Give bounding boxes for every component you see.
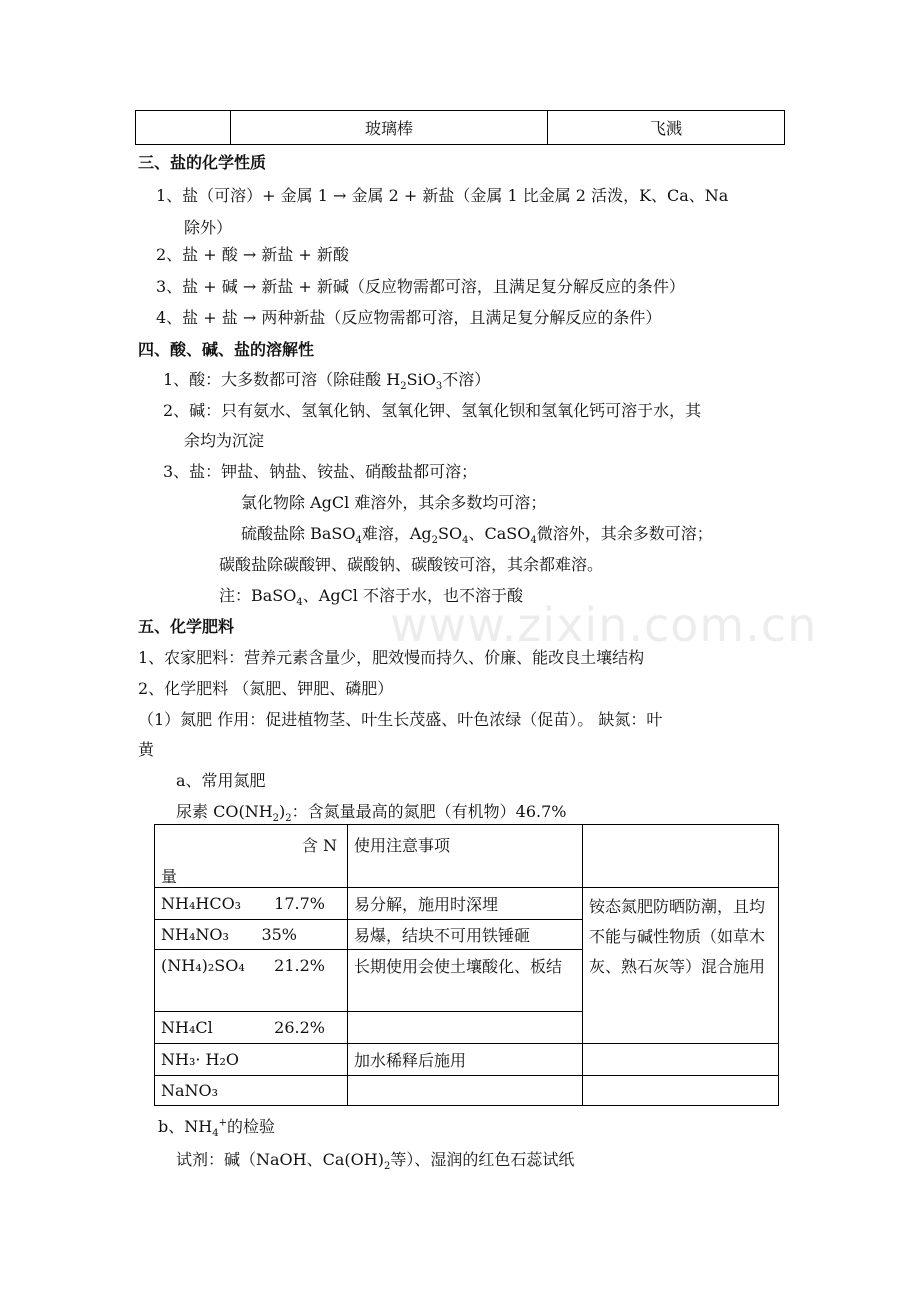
top-table <box>135 110 785 145</box>
ammonium-test-reagent: 试剂：碱（NaOH、$Ca(OH)_2$等）、湿润的红色石蕊试纸 <box>176 1150 575 1173</box>
s3-item-4: 4、盐 + 盐 → 两种新盐（反应物需都可溶，且满足复分解反应的条件） <box>156 308 662 327</box>
s4-salt: 3、盐：钾盐、钠盐、铵盐、硝酸盐都可溶； <box>163 462 478 481</box>
row-nh4cl: NH₄Cl 26.2% <box>155 1012 348 1044</box>
s3-item-3: 3、盐 + 碱 → 新盐 + 新碱（反应物需都可溶，且满足复分解反应的条件） <box>156 277 685 296</box>
row-nh4-2so4: (NH₄)₂SO₄ 21.2% <box>155 950 348 1012</box>
fertilizer-table <box>154 824 779 1106</box>
header-n-content: 含 N 量 <box>155 825 348 888</box>
section-4-heading: 四、酸、碱、盐的溶解性 <box>138 340 315 359</box>
note-nh4-2so4: 长期使用会使土壤酸化、板结 <box>348 950 583 1012</box>
s4-note: 注：BaSO$_4$、AgCl 不溶于水，也不溶于酸 <box>219 586 524 609</box>
s3-item-1-cont: 除外） <box>184 218 233 237</box>
s3-item-2: 2、盐 + 酸 → 新盐 + 新酸 <box>156 245 349 264</box>
note-nano3 <box>348 1076 583 1106</box>
row-nh3-h2o: NH₃· H₂O <box>155 1044 348 1076</box>
s4-sulfate: 硫酸盐除 BaSO$_4$难溶，$Ag_2SO_4$、CaSO$_4$微溶外，其余多数可溶； <box>241 524 713 547</box>
s5-chem-fertilizer: 2、化学肥料 （氮肥、钾肥、磷肥） <box>138 679 394 698</box>
s4-carbonate: 碳酸盐除碳酸钾、碳酸钠、碳酸铵可溶，其余都难溶。 <box>219 555 604 574</box>
header-usage-notes: 使用注意事项 <box>348 825 583 888</box>
note-nh3-h2o: 加水稀释后施用 <box>348 1044 583 1076</box>
note-nh3-h2o-empty <box>583 1044 779 1076</box>
watermark: www.zixin.com.cn <box>390 598 818 652</box>
top-table-cell-empty <box>136 111 231 145</box>
s5-urea: 尿素 $CO(NH_2)_2$：含氮量最高的氮肥（有机物）46.7% <box>176 802 567 825</box>
top-table-cell-note: 飞溅 <box>548 111 785 145</box>
s4-base-cont: 余均为沉淀 <box>184 431 265 450</box>
s4-chloride: 氯化物除 AgCl 难溶外，其余多数均可溶； <box>241 493 547 512</box>
s5-farm-fertilizer: 1、农家肥料：营养元素含量少，肥效慢而持久、价廉、能改良土壤结构 <box>138 648 645 667</box>
s5-common-nitrogen: a、常用氮肥 <box>176 771 266 790</box>
s3-item-1: 1、盐（可溶）+ 金属 1 → 金属 2 + 新盐（金属 1 比金属 2 活泼，K、Ca、Na <box>156 186 729 205</box>
note-nano3-empty <box>583 1076 779 1106</box>
note-nh4no3: 易爆，结块不可用铁锤砸 <box>348 920 583 950</box>
row-nh4no3: NH₄NO₃ 35% <box>155 920 348 950</box>
s5-nitrogen-cont: 黄 <box>138 740 155 759</box>
section-5-heading: 五、化学肥料 <box>138 617 235 636</box>
shared-ammonium-note: 铵态氮肥防晒防潮，且均不能与碱性物质（如草木灰、熟石灰等）混合施用 <box>583 888 779 1044</box>
row-nano3: NaNO₃ <box>155 1076 348 1106</box>
top-table-cell-tool: 玻璃棒 <box>231 111 548 145</box>
note-nh4hco3: 易分解，施用时深埋 <box>348 888 583 920</box>
ammonium-test-heading: b、$NH_4^+$的检验 <box>158 1117 275 1140</box>
s5-nitrogen: （1）氮肥 作用：促进植物茎、叶生长茂盛、叶色浓绿（促苗）。 缺氮：叶 <box>138 710 663 729</box>
s4-base: 2、碱：只有氨水、氢氧化钠、氢氧化钾、氢氧化钡和氢氧化钙可溶于水，其 <box>163 401 702 420</box>
s4-acid: 1、酸：大多数都可溶（除硅酸 $H_2SiO_3$不溶） <box>163 370 491 393</box>
row-nh4hco3: NH₄HCO₃ 17.7% <box>155 888 348 920</box>
note-nh4cl <box>348 1012 583 1044</box>
section-3-heading: 三、盐的化学性质 <box>138 153 267 172</box>
header-empty <box>583 825 779 888</box>
